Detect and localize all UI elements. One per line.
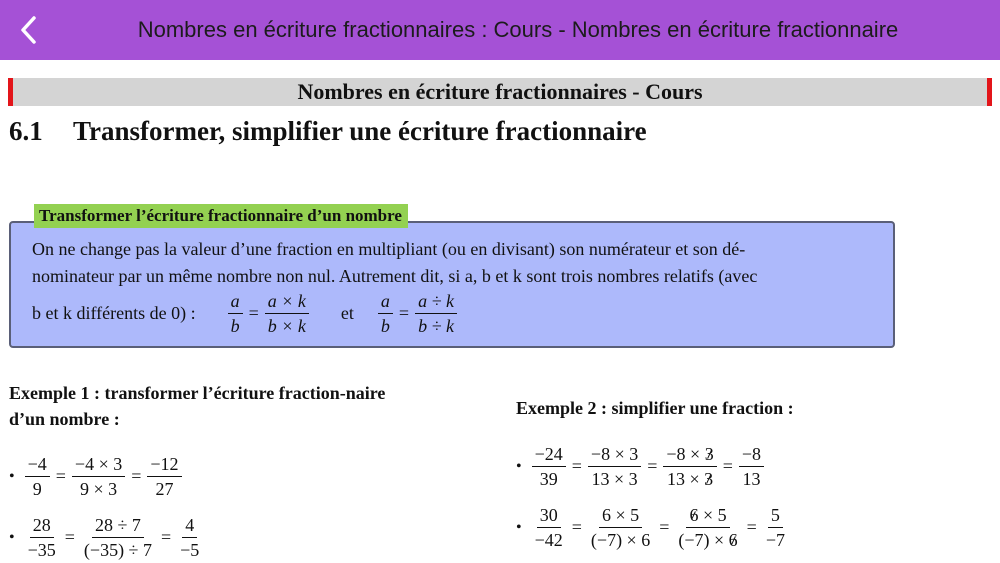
example-2-line-1: • $\frac{-24}{39}$ = $\frac{-8 \times 3}{13 \times 3}$ = $\frac{-8 \times 3}{13 \times 3}$ = $\frac{-8}{13}$ — [516, 445, 766, 488]
page-title: Nombres en écriture fractionnaires : Cours - Nombres en écriture fractionnaire — [137, 17, 899, 42]
example-1-line-2: • $\frac{28}{-35}$ = $\frac{28 \div 7}{(-35) \div 7}$ = $\frac{4}{-5}$ — [9, 515, 200, 560]
definition-box — [9, 221, 895, 348]
back-button[interactable] — [0, 0, 56, 60]
course-banner: Nombres en écriture fractionnaires - Cours — [8, 78, 992, 106]
fraction: $\frac{a \times k}{b \times k}$ — [265, 292, 309, 335]
example-1-line-1: • $\frac{-4}{9}$ = $\frac{-4 \times 3}{9 \times 3}$ = $\frac{-12}{27}$ — [9, 455, 184, 498]
example-1-title: Exemple 1 : transformer l’écriture fraction-naire d’un nombre : — [9, 383, 386, 429]
example-2-title: Exemple 2 : simplifier une fraction : — [516, 398, 794, 418]
definition-line-2: nominateur par un même nombre non nul. Autrement dit, si a, b et k sont trois nombres relatifs (avec — [32, 266, 758, 286]
example-2-line-2: • $\frac{30}{-42}$ = $\frac{6 \times 5}{(-7) \times 6}$ = $\frac{6 \times 5}{(-7) \times 6}$ = $\frac{5}{-7}$ — [516, 505, 785, 550]
section-title: Transformer, simplifier une écriture fractionnaire — [73, 116, 647, 146]
definition-line-1: On ne change pas la valeur d’une fraction en multipliant (ou en divisant) son numérateur et son dé- — [32, 239, 746, 259]
app-header — [0, 0, 1000, 60]
chevron-left-icon — [19, 15, 37, 45]
section-number: 6.1 — [9, 116, 43, 146]
definition-formulas — [32, 292, 872, 335]
document-page — [0, 60, 1000, 563]
definition-line-3: b et k différents de 0) : — [32, 303, 196, 323]
connector-et: et — [340, 303, 354, 323]
formula-divide: $\frac{a}{b}$ = $\frac{a \div k}{b \div k}$ — [376, 292, 459, 335]
formula-multiply: $\frac{a}{b}$ = $\frac{a \times k}{b \times k}$ — [226, 292, 311, 335]
fraction: $\frac{a \div k}{b \div k}$ — [415, 292, 457, 335]
definition-label: Transformer l’écriture fractionnaire d’un nombre — [34, 204, 408, 228]
fraction: $\frac{a}{b}$ — [378, 292, 393, 335]
fraction: $\frac{a}{b}$ — [228, 292, 243, 335]
section-heading — [9, 116, 647, 147]
